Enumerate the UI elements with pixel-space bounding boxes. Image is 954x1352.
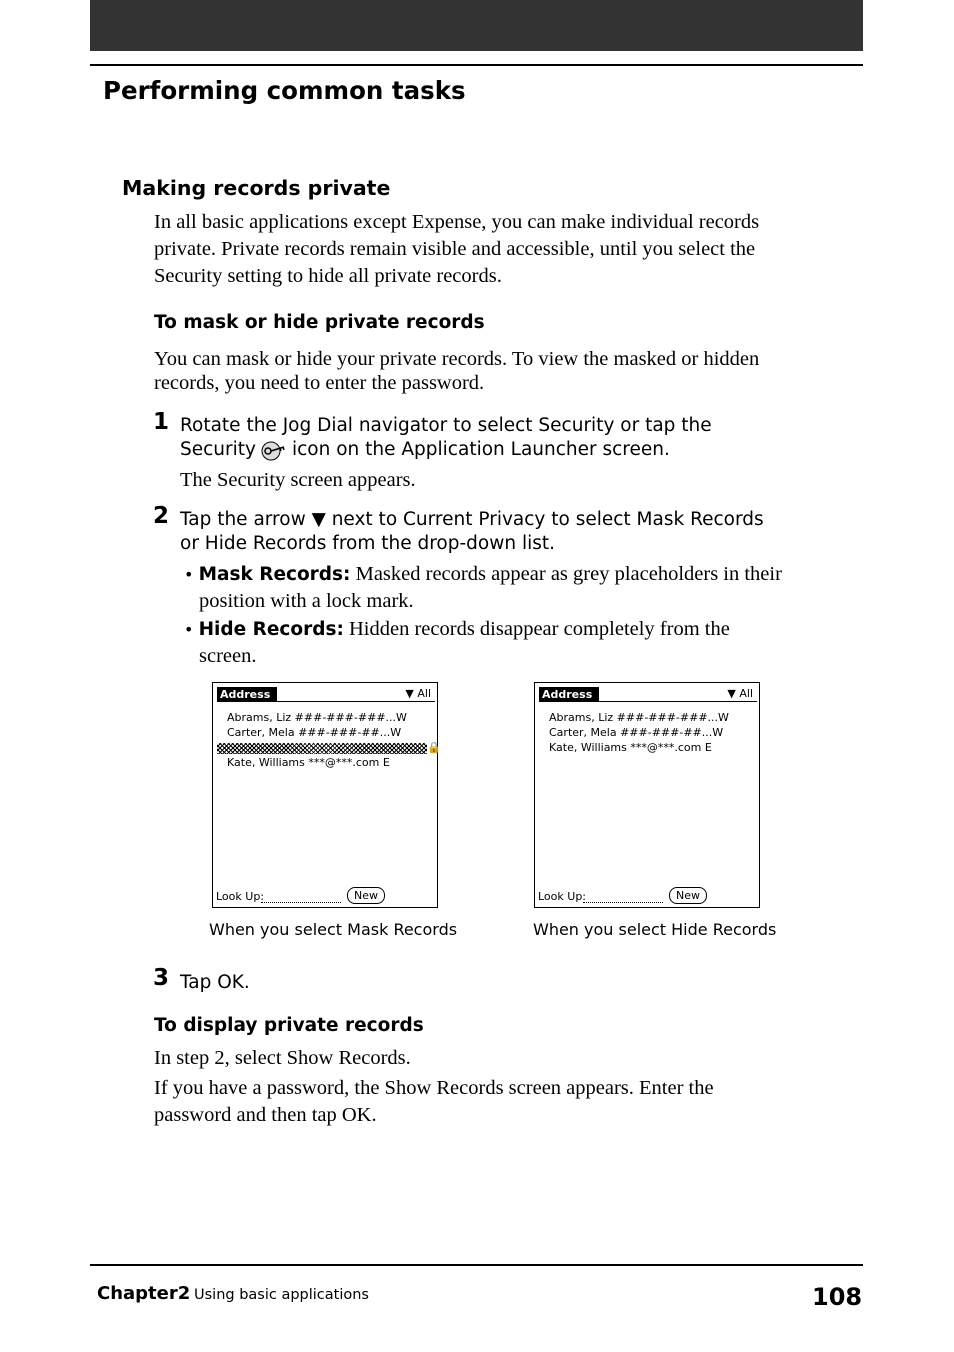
bullet-dot: • [184, 565, 194, 584]
bullet-lead: Mask Records: [198, 564, 351, 585]
pda-category-select[interactable]: ▼ All [405, 687, 431, 700]
pda-record-row[interactable]: Carter, Mela ###-###-##...W [227, 726, 402, 739]
caption-mask-records: When you select Mask Records [209, 920, 458, 939]
pda-lookup-label: Look Up: [538, 890, 587, 903]
footer-chapter-title: Using basic applications [194, 1287, 369, 1303]
pda-record-row[interactable]: Abrams, Liz ###-###-###...W [549, 711, 729, 724]
footer-chapter: Chapter2 [97, 1283, 191, 1304]
intro-line: Security setting to hide all private records. [154, 265, 502, 287]
bullet-mask-records [184, 561, 854, 614]
pda-app-tab[interactable]: Address [539, 687, 599, 702]
step-1-line-1: Rotate the Jog Dial navigator to select Security or tap the [180, 415, 712, 436]
security-key-icon [260, 439, 288, 461]
step-1-result: The Security screen appears. [180, 469, 416, 491]
bullet-dot: • [184, 620, 194, 639]
bullet-text: Masked records appear as grey placeholders in their [350, 563, 782, 585]
step-1-text [180, 414, 840, 462]
paragraph-line: password and then tap OK. [154, 1104, 377, 1126]
header-bar [90, 0, 863, 51]
display-paragraph-2 [154, 1075, 844, 1129]
pda-category-select[interactable]: ▼ All [727, 687, 753, 700]
step-1-line-2 [180, 438, 840, 462]
intro-paragraph [154, 209, 844, 290]
page-number: 108 [812, 1283, 863, 1311]
intro-line: private. Private records remain visible and accessible, until you select the [154, 238, 756, 260]
display-paragraph-1: In step 2, select Show Records. [154, 1047, 411, 1069]
intro-line: In all basic applications except Expense, you can make individual records [154, 211, 760, 233]
lock-icon: 🔒 [427, 741, 441, 754]
pda-record-row[interactable]: Abrams, Liz ###-###-###...W [227, 711, 407, 724]
pda-masked-record[interactable] [217, 743, 427, 754]
step-1-number: 1 [153, 409, 170, 435]
pda-new-button[interactable]: New [347, 887, 385, 904]
paragraph-line: You can mask or hide your private records. To view the masked or hidden [154, 348, 760, 370]
bullet-continuation: position with a lock mark. [199, 590, 414, 612]
bullet-continuation: screen. [199, 645, 257, 667]
heading-mask-or-hide: To mask or hide private records [154, 312, 485, 333]
pda-record-row[interactable]: Kate, Williams ***@***.com E [227, 756, 390, 769]
paragraph-line: If you have a password, the Show Records screen appears. Enter the [154, 1077, 714, 1099]
step-2-line-2: or Hide Records from the drop-down list. [180, 533, 556, 554]
step-2-number: 2 [153, 503, 170, 529]
paragraph-line: records, you need to enter the password. [154, 372, 485, 394]
pda-screen-hide-records [534, 682, 760, 908]
pda-screen-mask-records [212, 682, 441, 908]
pda-new-button[interactable]: New [669, 887, 707, 904]
heading-making-records-private: Making records private [122, 176, 391, 200]
pda-title-rule [539, 701, 757, 702]
step-3-number: 3 [153, 965, 170, 991]
pda-record-row[interactable]: Carter, Mela ###-###-##...W [549, 726, 724, 739]
pda-title-rule [217, 701, 435, 702]
pda-lookup-field[interactable] [583, 902, 663, 903]
step-1-security-word: Security [180, 439, 256, 460]
bullet-lead: Hide Records: [198, 619, 344, 640]
pda-record-row[interactable]: Kate, Williams ***@***.com E [549, 741, 712, 754]
step-1-line-2-rest: icon on the Application Launcher screen. [291, 439, 670, 460]
section-title: Performing common tasks [103, 76, 466, 105]
caption-hide-records: When you select Hide Records [533, 920, 777, 939]
heading-display-private: To display private records [154, 1015, 424, 1036]
header-rule [90, 64, 863, 66]
step-2-line-1: Tap the arrow ▼ next to Current Privacy to select Mask Records [180, 509, 764, 530]
step-2-text [180, 508, 840, 556]
pda-lookup-label: Look Up: [216, 890, 265, 903]
step-3-text: Tap OK. [180, 972, 250, 993]
mask-hide-paragraph [154, 347, 844, 395]
footer-rule [90, 1264, 863, 1266]
pda-lookup-field[interactable] [261, 902, 341, 903]
bullet-hide-records [184, 616, 854, 669]
pda-app-tab[interactable]: Address [217, 687, 277, 702]
bullet-text: Hidden records disappear completely from the [343, 618, 730, 640]
